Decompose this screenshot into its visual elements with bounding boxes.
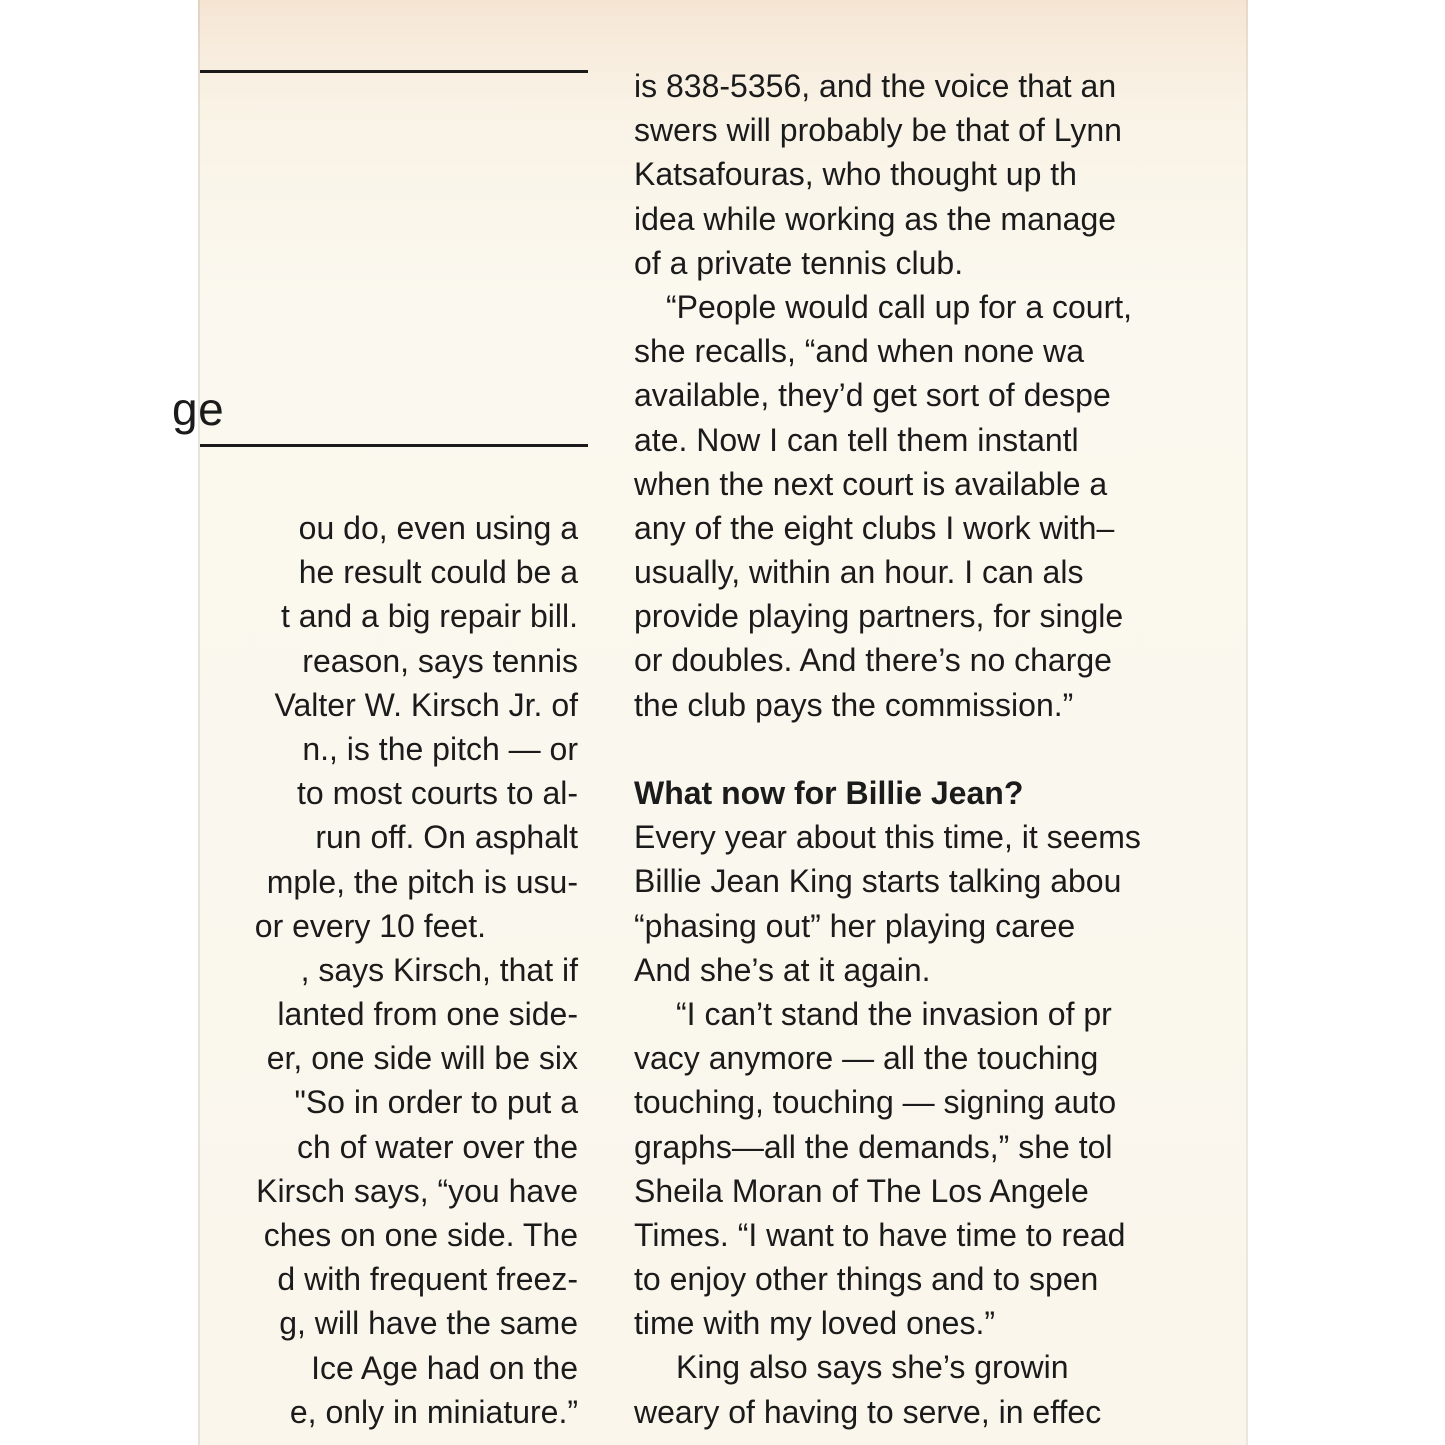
- spacer-line: [634, 727, 1274, 771]
- text-line: [634, 1036, 1274, 1080]
- text: Sheila Moran of The Los Angele: [634, 1172, 1089, 1209]
- text: touching, touching — signing auto: [634, 1084, 1117, 1121]
- text: ches on one side. The: [263, 1217, 578, 1253]
- text: King also says she’s growin: [676, 1349, 1069, 1386]
- text: graphs—all the demands,” she tol: [634, 1128, 1113, 1165]
- text: Katsafouras, who thought up th: [634, 156, 1077, 193]
- text-line: [634, 859, 1274, 903]
- text: Every year about this time, it seems: [634, 819, 1141, 856]
- text: e, only in miniature.”: [289, 1393, 578, 1430]
- text: lanted from one side-: [277, 996, 578, 1033]
- text: d with frequent freez-: [277, 1261, 578, 1298]
- text-line: [198, 992, 578, 1036]
- text: t and a big repair bill.: [280, 598, 578, 635]
- subhead-line: [634, 771, 1274, 815]
- text: And she’s at it again.: [634, 951, 931, 988]
- text-line: [634, 1390, 1274, 1434]
- text: or every 10 feet.: [254, 907, 486, 944]
- text-line: [634, 329, 1274, 373]
- text-line: [198, 506, 578, 550]
- text-line: [634, 418, 1274, 462]
- text-line: [634, 1213, 1274, 1257]
- text-line: [634, 1345, 1274, 1389]
- text-line: [198, 948, 578, 992]
- text: run off. On asphalt: [315, 819, 578, 856]
- text-line: [634, 1257, 1274, 1301]
- text: time with my loved ones.”: [634, 1305, 996, 1342]
- text-line: [634, 992, 1274, 1036]
- top-rule-left: [200, 70, 588, 73]
- text-line: [634, 638, 1274, 682]
- text: available, they’d get sort of despe: [634, 377, 1111, 414]
- text: she recalls, “and when none wa: [634, 333, 1085, 370]
- text: usually, within an hour. I can als: [634, 554, 1084, 591]
- text-line: [634, 506, 1274, 550]
- text: , says Kirsch, that if: [300, 951, 578, 988]
- text: er, one side will be six: [266, 1040, 578, 1077]
- text-line: [634, 550, 1274, 594]
- text-line: [634, 197, 1274, 241]
- text-line: [634, 241, 1274, 285]
- text: "So in order to put a: [294, 1084, 578, 1121]
- text: of a private tennis club.: [634, 244, 964, 281]
- text-line: [634, 1125, 1274, 1169]
- text-line: [634, 948, 1274, 992]
- text: he result could be a: [298, 554, 578, 591]
- text-line: [198, 860, 578, 904]
- text-line: [634, 1301, 1274, 1345]
- text: ou do, even using a: [298, 510, 578, 546]
- text: to enjoy other things and to spen: [634, 1261, 1099, 1298]
- text-line: [634, 1080, 1274, 1124]
- left-column: [198, 506, 578, 1434]
- text-line: [198, 1346, 578, 1390]
- text-line: [198, 1390, 578, 1434]
- text-line: [198, 1301, 578, 1345]
- text-line: [634, 683, 1274, 727]
- text: n., is the pitch — or: [302, 730, 578, 767]
- text: the club pays the commission.”: [634, 686, 1074, 723]
- text-line: [198, 1036, 578, 1080]
- text: Times. “I want to have time to read: [634, 1216, 1126, 1253]
- text-line: [198, 683, 578, 727]
- text: provide playing partners, for single: [634, 598, 1124, 635]
- text-line: [198, 1257, 578, 1301]
- text: Billie Jean King starts talking abou: [634, 863, 1122, 900]
- text-line: [198, 594, 578, 638]
- text-line: [198, 1080, 578, 1124]
- text-line: [634, 285, 1274, 329]
- text-line: [198, 815, 578, 859]
- text-line: [634, 904, 1274, 948]
- text: mple, the pitch is usu-: [266, 863, 578, 900]
- text-line: [198, 727, 578, 771]
- text: is 838-5356, and the voice that an: [634, 68, 1117, 104]
- text: “phasing out” her playing caree: [634, 907, 1076, 944]
- text-line: [634, 64, 1274, 108]
- headline-fragment: ge: [172, 383, 225, 435]
- headline-rule-left: [200, 444, 588, 447]
- text-line: [634, 1169, 1274, 1213]
- text: Kirsch says, “you have: [256, 1172, 578, 1209]
- text: reason, says tennis: [302, 642, 578, 679]
- text: to most courts to al-: [297, 775, 578, 812]
- text-line: [198, 639, 578, 683]
- text: any of the eight clubs I work with–: [634, 509, 1115, 546]
- text: when the next court is available a: [634, 465, 1108, 502]
- text-line: [634, 462, 1274, 506]
- text: g, will have the same: [279, 1305, 578, 1342]
- text: or doubles. And there’s no charge: [634, 642, 1112, 679]
- text-line: [198, 904, 578, 948]
- text-line: [198, 1169, 578, 1213]
- text-line: [198, 550, 578, 594]
- text: idea while working as the manage: [634, 200, 1117, 237]
- text: Valter W. Kirsch Jr. of: [274, 686, 578, 723]
- text: Ice Age had on the: [311, 1349, 578, 1386]
- text-line: [634, 373, 1274, 417]
- text: ch of water over the: [296, 1128, 578, 1165]
- text: “People would call up for a court,: [666, 288, 1133, 325]
- text-line: [634, 815, 1274, 859]
- magazine-page: [172, 0, 1248, 1445]
- text: vacy anymore — all the touching: [634, 1040, 1099, 1077]
- text-line: [198, 771, 578, 815]
- text: “I can’t stand the invasion of pr: [676, 995, 1112, 1032]
- text-line: [634, 152, 1274, 196]
- section-subhead: What now for Billie Jean?: [634, 775, 1024, 811]
- text: ate. Now I can tell them instantl: [634, 421, 1079, 458]
- text-line: [634, 108, 1274, 152]
- text: weary of having to serve, in effec: [634, 1393, 1102, 1430]
- text-line: [198, 1125, 578, 1169]
- text-line: [634, 594, 1274, 638]
- text-line: [198, 1213, 578, 1257]
- right-column: [634, 64, 1274, 1434]
- text: swers will probably be that of Lynn: [634, 112, 1122, 149]
